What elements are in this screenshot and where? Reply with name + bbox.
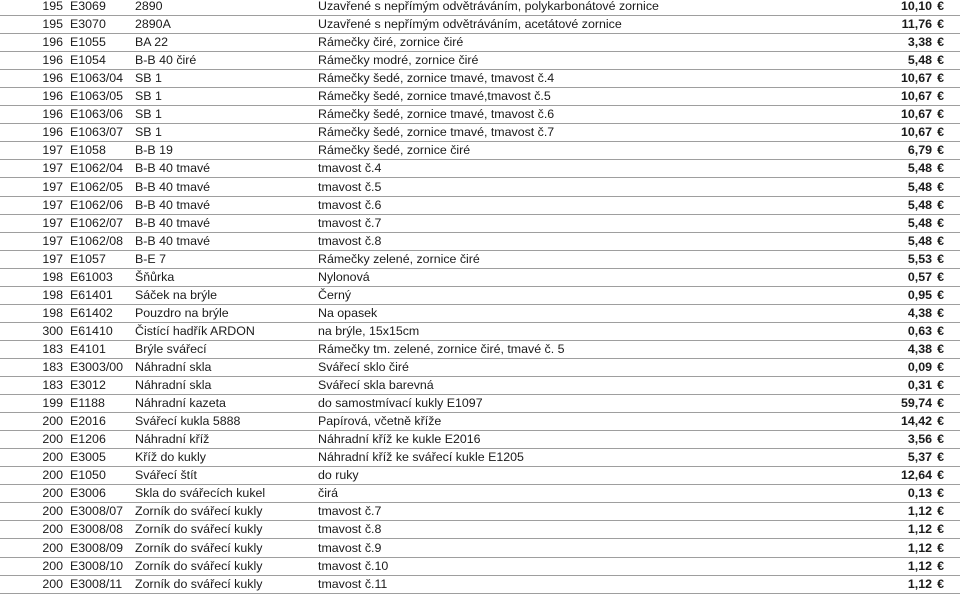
price-cell: 5,48 [907, 197, 932, 212]
currency-cell: € [937, 143, 944, 158]
table-row [0, 87, 960, 106]
price-cell: 5,48 [907, 53, 932, 68]
product-code-cell: E3005 [70, 450, 106, 465]
product-code-cell: E4101 [70, 341, 106, 356]
currency-cell: € [937, 35, 944, 50]
price-cell: 5,48 [907, 161, 932, 176]
price-cell: 10,10 [900, 0, 932, 13]
product-name-cell: Zorník do svářecí kukly [135, 558, 263, 573]
currency-cell: € [937, 558, 944, 573]
category-cell: 183 [42, 378, 63, 393]
table-row [0, 141, 960, 160]
description-cell: Náhradní kříž ke svářecí kukle E1205 [318, 450, 524, 465]
description-cell: tmavost č.10 [318, 558, 389, 573]
product-code-cell: E2016 [70, 414, 106, 429]
product-name-cell: B-B 40 čiré [135, 53, 197, 68]
product-name-cell: Náhradní skla [135, 360, 212, 374]
table-row [0, 123, 960, 142]
description-cell: Nylonová [318, 269, 370, 284]
description-cell: tmavost č.7 [318, 504, 382, 519]
table-row [0, 340, 960, 359]
currency-cell: € [937, 378, 944, 393]
price-cell: 1,12 [907, 576, 932, 591]
currency-cell: € [937, 396, 944, 411]
category-cell: 195 [42, 0, 63, 13]
product-name-cell: Zorník do svářecí kukly [135, 522, 263, 537]
currency-cell: € [937, 414, 944, 429]
product-name-cell: Brýle svářecí [135, 341, 207, 356]
product-name-cell: BA 22 [135, 35, 169, 50]
product-code-cell: E1188 [70, 396, 105, 411]
category-cell: 197 [42, 215, 63, 230]
product-code-cell: E1058 [70, 143, 106, 158]
product-code-cell: E3069 [70, 0, 106, 13]
table-row [0, 358, 960, 377]
price-cell: 4,38 [907, 305, 932, 320]
currency-cell: € [937, 576, 944, 591]
table-row [0, 575, 960, 594]
table-row [0, 466, 960, 485]
description-cell: čirá [318, 486, 338, 501]
table-row [0, 304, 960, 323]
category-cell: 200 [42, 468, 63, 483]
description-cell: tmavost č.8 [318, 233, 382, 248]
currency-cell: € [937, 540, 944, 555]
product-name-cell: SB 1 [135, 107, 162, 122]
price-cell: 6,79 [907, 143, 932, 158]
product-name-cell: Skla do svářecích kukel [135, 486, 266, 501]
price-cell: 12,64 [900, 468, 932, 483]
currency-cell: € [937, 197, 944, 212]
product-name-cell: Náhradní skla [135, 378, 212, 393]
category-cell: 197 [42, 251, 63, 266]
description-cell: Uzavřené s nepřímým odvětráváním, polykarbonátové zornice [318, 0, 659, 13]
price-cell: 3,38 [907, 35, 932, 50]
price-cell: 3,56 [907, 432, 932, 447]
description-cell: Rámečky zelené, zornice čiré [318, 251, 480, 266]
currency-cell: € [937, 125, 944, 140]
currency-cell: € [937, 432, 944, 447]
description-cell: Rámečky šedé, zornice tmavé, tmavost č.7 [318, 125, 555, 140]
table-row [0, 430, 960, 449]
currency-cell: € [937, 450, 944, 465]
table-row [0, 448, 960, 467]
currency-cell: € [937, 269, 944, 284]
price-cell: 59,74 [900, 396, 932, 411]
currency-cell: € [937, 53, 944, 68]
category-cell: 200 [42, 576, 63, 591]
category-cell: 200 [42, 414, 63, 429]
table-row [0, 196, 960, 215]
price-cell: 1,12 [907, 540, 932, 555]
category-cell: 200 [42, 486, 63, 501]
product-code-cell: E61402 [70, 305, 113, 320]
description-cell: do ruky [318, 468, 359, 483]
product-code-cell: E1050 [70, 468, 106, 483]
category-cell: 195 [42, 17, 63, 32]
product-code-cell: E1055 [70, 35, 106, 50]
product-code-cell: E1062/05 [70, 179, 124, 194]
currency-cell: € [937, 341, 944, 356]
product-name-cell: SB 1 [135, 125, 162, 140]
product-name-cell: Náhradní kazeta [135, 396, 226, 411]
description-cell: Papírová, včetně kříže [318, 414, 442, 429]
product-name-cell: B-B 40 tmavé [135, 233, 211, 248]
product-code-cell: E1057 [70, 251, 106, 266]
table-row [0, 69, 960, 88]
product-name-cell: B-B 40 tmavé [135, 215, 211, 230]
table-row [0, 412, 960, 431]
product-code-cell: E3008/11 [70, 576, 123, 591]
currency-cell: € [937, 323, 944, 338]
price-cell: 1,12 [907, 504, 932, 519]
currency-cell: € [937, 305, 944, 320]
description-cell: Uzavřené s nepřímým odvětráváním, acetátové zornice [318, 17, 622, 32]
currency-cell: € [937, 522, 944, 537]
description-cell: Rámečky modré, zornice čiré [318, 53, 479, 68]
price-cell: 0,09 [907, 360, 932, 374]
product-code-cell: E3003/00 [70, 360, 124, 374]
description-cell: do samostmívací kukly E1097 [318, 396, 483, 411]
currency-cell: € [937, 360, 944, 374]
currency-cell: € [937, 161, 944, 176]
currency-cell: € [937, 486, 944, 501]
description-cell: Černý [318, 287, 352, 302]
table-row [0, 322, 960, 341]
price-cell: 0,95 [907, 287, 932, 302]
table-row [0, 520, 960, 539]
product-name-cell: SB 1 [135, 71, 162, 86]
price-cell: 5,48 [907, 233, 932, 248]
price-cell: 4,38 [907, 341, 932, 356]
description-cell: tmavost č.11 [318, 576, 388, 591]
category-cell: 200 [42, 522, 63, 537]
product-name-cell: B-B 40 tmavé [135, 161, 211, 176]
currency-cell: € [937, 0, 944, 13]
product-code-cell: E3008/10 [70, 558, 124, 573]
product-name-cell: SB 1 [135, 89, 162, 104]
category-cell: 196 [42, 125, 63, 140]
category-cell: 197 [42, 179, 63, 194]
product-code-cell: E61003 [70, 269, 113, 284]
product-code-cell: E1054 [70, 53, 106, 68]
category-cell: 200 [42, 558, 63, 573]
description-cell: tmavost č.5 [318, 179, 382, 194]
price-cell: 5,48 [907, 215, 932, 230]
description-cell: tmavost č.9 [318, 540, 382, 555]
product-name-cell: Kříž do kukly [135, 450, 206, 465]
description-cell: tmavost č.4 [318, 161, 382, 176]
table-row [0, 394, 960, 413]
category-cell: 200 [42, 540, 63, 555]
product-code-cell: E1063/06 [70, 107, 124, 122]
price-cell: 10,67 [900, 125, 932, 140]
price-cell: 0,13 [907, 486, 932, 501]
description-cell: Rámečky šedé, zornice tmavé, tmavost č.4 [318, 71, 555, 86]
category-cell: 200 [42, 432, 63, 447]
product-name-cell: Sáček na brýle [135, 287, 217, 302]
product-name-cell: Svářecí kukla 5888 [135, 414, 241, 429]
category-cell: 200 [42, 450, 63, 465]
table-row [0, 232, 960, 251]
price-cell: 10,67 [900, 107, 932, 122]
category-cell: 196 [42, 53, 63, 68]
table-row [0, 502, 960, 521]
currency-cell: € [937, 233, 944, 248]
table-row [0, 557, 960, 576]
product-code-cell: E3008/09 [70, 540, 124, 555]
price-cell: 1,12 [907, 558, 932, 573]
category-cell: 197 [42, 233, 63, 248]
category-cell: 197 [42, 197, 63, 212]
currency-cell: € [937, 179, 944, 194]
currency-cell: € [937, 107, 944, 122]
category-cell: 196 [42, 35, 63, 50]
price-cell: 5,37 [907, 450, 932, 465]
product-code-cell: E3008/08 [70, 522, 124, 537]
price-cell: 5,48 [907, 179, 932, 194]
category-cell: 200 [42, 504, 63, 519]
price-cell: 11,76 [901, 17, 932, 32]
category-cell: 198 [42, 305, 63, 320]
price-cell: 10,67 [900, 89, 932, 104]
table-row [0, 376, 960, 395]
currency-cell: € [937, 504, 944, 519]
description-cell: Na opasek [318, 305, 378, 320]
description-cell: Svářecí skla barevná [318, 378, 434, 393]
table-row [0, 268, 960, 287]
product-name-cell: Náhradní kříž [135, 432, 210, 447]
product-code-cell: E1062/06 [70, 197, 124, 212]
price-cell: 0,57 [907, 269, 932, 284]
product-code-cell: E1062/04 [70, 161, 124, 176]
description-cell: tmavost č.6 [318, 197, 382, 212]
product-code-cell: E1063/07 [70, 125, 124, 140]
currency-cell: € [937, 215, 944, 230]
description-cell: Rámečky tm. zelené, zornice čiré, tmavé č. 5 [318, 341, 565, 356]
product-code-cell: E3006 [70, 486, 106, 501]
table-row [0, 539, 960, 558]
product-code-cell: E61401 [70, 287, 113, 302]
description-cell: Svářecí sklo čiré [318, 360, 409, 374]
category-cell: 198 [42, 287, 63, 302]
table-row [0, 51, 960, 70]
price-cell: 0,63 [907, 323, 932, 338]
description-cell: tmavost č.7 [318, 215, 382, 230]
price-cell: 10,67 [900, 71, 932, 86]
category-cell: 183 [42, 341, 63, 356]
table-row [0, 105, 960, 124]
description-cell: Rámečky šedé, zornice tmavé,tmavost č.5 [318, 89, 551, 104]
product-name-cell: Zorník do svářecí kukly [135, 576, 263, 591]
table-row [0, 250, 960, 269]
table-row [0, 214, 960, 233]
category-cell: 196 [42, 107, 63, 122]
currency-cell: € [937, 287, 944, 302]
product-code-cell: E1206 [70, 432, 106, 447]
category-cell: 196 [42, 89, 63, 104]
product-code-cell: E3070 [70, 17, 106, 32]
product-code-cell: E1063/04 [70, 71, 124, 86]
description-cell: na brýle, 15x15cm [318, 323, 420, 338]
product-code-cell: E1062/08 [70, 233, 124, 248]
product-name-cell: 2890 [135, 0, 163, 13]
product-name-cell: B-B 40 tmavé [135, 179, 211, 194]
table-row [0, 0, 960, 16]
product-code-cell: E3008/07 [70, 504, 124, 519]
description-cell: Rámečky šedé, zornice čiré [318, 143, 471, 158]
category-cell: 199 [42, 396, 63, 411]
price-cell: 0,31 [907, 378, 932, 393]
product-code-cell: E61410 [70, 323, 113, 338]
category-cell: 183 [42, 360, 63, 374]
table-row [0, 33, 960, 52]
product-name-cell: Zorník do svářecí kukly [135, 504, 263, 519]
price-cell: 14,42 [900, 414, 932, 429]
product-name-cell: Svářecí štít [135, 468, 197, 483]
description-cell: tmavost č.8 [318, 522, 382, 537]
currency-cell: € [937, 89, 944, 104]
product-name-cell: Čistící hadřík ARDON [135, 323, 255, 338]
product-name-cell: Zorník do svářecí kukly [135, 540, 263, 555]
table-row [0, 159, 960, 178]
category-cell: 196 [42, 71, 63, 86]
category-cell: 197 [42, 161, 63, 176]
category-cell: 300 [42, 323, 63, 338]
table-row [0, 178, 960, 197]
table-row [0, 484, 960, 503]
price-cell: 5,53 [907, 251, 932, 266]
price-cell: 1,12 [907, 522, 932, 537]
category-cell: 198 [42, 269, 63, 284]
product-name-cell: B-E 7 [135, 251, 166, 266]
description-cell: Rámečky šedé, zornice tmavé, tmavost č.6 [318, 107, 555, 122]
product-name-cell: B-B 40 tmavé [135, 197, 211, 212]
currency-cell: € [937, 71, 944, 86]
product-name-cell: B-B 19 [135, 143, 173, 158]
description-cell: Náhradní kříž ke kukle E2016 [318, 432, 481, 447]
product-name-cell: Pouzdro na brýle [135, 305, 229, 320]
product-code-cell: E1063/05 [70, 89, 124, 104]
table-row [0, 286, 960, 305]
table-row [0, 15, 960, 34]
product-name-cell: 2890A [135, 17, 171, 32]
product-code-cell: E3012 [70, 378, 106, 393]
currency-cell: € [937, 17, 944, 32]
description-cell: Rámečky čiré, zornice čiré [318, 35, 464, 50]
category-cell: 197 [42, 143, 63, 158]
product-name-cell: Šňůrka [135, 269, 175, 284]
product-code-cell: E1062/07 [70, 215, 124, 230]
currency-cell: € [937, 251, 944, 266]
currency-cell: € [937, 468, 944, 483]
